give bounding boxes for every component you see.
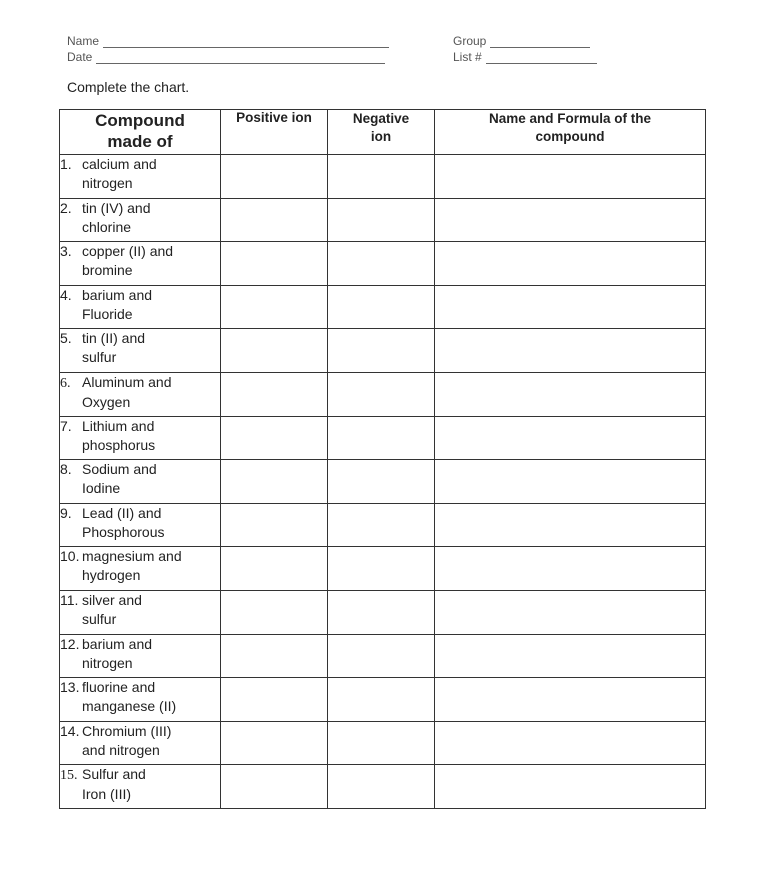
compound-cell bbox=[60, 372, 221, 416]
name-formula-cell[interactable] bbox=[435, 460, 706, 504]
item-text-line2: Phosphorous bbox=[82, 523, 165, 540]
group-field[interactable] bbox=[453, 34, 590, 48]
compound-cell bbox=[60, 155, 221, 199]
table-row bbox=[60, 765, 706, 809]
compound-cell bbox=[60, 242, 221, 286]
name-formula-cell[interactable] bbox=[435, 590, 706, 634]
negative-ion-cell[interactable] bbox=[328, 285, 435, 329]
column-header-compound bbox=[60, 110, 221, 155]
item-text-line1: tin (II) and bbox=[82, 330, 146, 347]
item-number: 13. bbox=[60, 679, 80, 696]
positive-ion-cell[interactable] bbox=[221, 634, 328, 678]
table-row bbox=[60, 721, 706, 765]
item-text-line2: manganese (II) bbox=[82, 698, 177, 715]
item-number: 14. bbox=[60, 722, 80, 739]
compound-cell bbox=[60, 460, 221, 504]
column-header-line: Name and Formula of the bbox=[488, 111, 652, 126]
table-row bbox=[60, 329, 706, 373]
compound-cell bbox=[60, 503, 221, 547]
item-text-line1: barium and bbox=[82, 286, 153, 303]
positive-ion-cell[interactable] bbox=[221, 416, 328, 460]
item-text-line2: phosphorus bbox=[82, 436, 156, 453]
table-row bbox=[60, 634, 706, 678]
instructions: Complete the chart. bbox=[67, 79, 190, 95]
compound-cell bbox=[60, 634, 221, 678]
name-field[interactable] bbox=[67, 34, 389, 48]
name-formula-cell[interactable] bbox=[435, 416, 706, 460]
list-label: List # bbox=[453, 50, 482, 64]
compound-cell bbox=[60, 547, 221, 591]
negative-ion-cell[interactable] bbox=[328, 678, 435, 722]
item-number: 3. bbox=[60, 243, 72, 260]
table-row bbox=[60, 503, 706, 547]
negative-ion-cell[interactable] bbox=[328, 416, 435, 460]
item-text-line2: Iron (III) bbox=[82, 786, 132, 803]
positive-ion-cell[interactable] bbox=[221, 503, 328, 547]
positive-ion-cell[interactable] bbox=[221, 285, 328, 329]
table-row bbox=[60, 416, 706, 460]
item-text-line1: copper (II) and bbox=[82, 243, 174, 260]
column-header-line: ion bbox=[370, 129, 392, 144]
table-row bbox=[60, 678, 706, 722]
compound-chart bbox=[59, 109, 706, 809]
positive-ion-cell[interactable] bbox=[221, 460, 328, 504]
negative-ion-cell[interactable] bbox=[328, 329, 435, 373]
item-number: 5. bbox=[60, 330, 72, 347]
item-number: 10. bbox=[60, 548, 80, 565]
item-text-line1: Aluminum and bbox=[82, 373, 172, 390]
table-row bbox=[60, 547, 706, 591]
name-formula-cell[interactable] bbox=[435, 155, 706, 199]
compound-cell bbox=[60, 416, 221, 460]
column-header-line: Compound bbox=[95, 111, 185, 130]
negative-ion-cell[interactable] bbox=[328, 634, 435, 678]
item-number: 15. bbox=[60, 768, 78, 784]
name-label: Name bbox=[67, 34, 100, 48]
table-row bbox=[60, 285, 706, 329]
item-text-line1: fluorine and bbox=[82, 679, 156, 696]
item-number: 6. bbox=[60, 375, 71, 391]
name-formula-cell[interactable] bbox=[435, 721, 706, 765]
item-text-line2: sulfur bbox=[82, 349, 117, 366]
negative-ion-cell[interactable] bbox=[328, 242, 435, 286]
table-row bbox=[60, 198, 706, 242]
name-line[interactable] bbox=[103, 37, 389, 48]
list-field[interactable] bbox=[453, 50, 597, 64]
item-number: 8. bbox=[60, 461, 72, 478]
positive-ion-cell[interactable] bbox=[221, 198, 328, 242]
item-text-line1: tin (IV) and bbox=[82, 199, 151, 216]
item-text-line1: calcium and bbox=[82, 156, 157, 172]
name-formula-cell[interactable] bbox=[435, 547, 706, 591]
positive-ion-cell[interactable] bbox=[221, 242, 328, 286]
item-text-line2: and nitrogen bbox=[82, 741, 160, 758]
compound-cell bbox=[60, 590, 221, 634]
negative-ion-cell[interactable] bbox=[328, 547, 435, 591]
positive-ion-cell[interactable] bbox=[221, 329, 328, 373]
compound-cell bbox=[60, 721, 221, 765]
positive-ion-cell[interactable] bbox=[221, 372, 328, 416]
name-formula-cell[interactable] bbox=[435, 503, 706, 547]
positive-ion-cell[interactable] bbox=[221, 678, 328, 722]
item-number: 12. bbox=[60, 635, 80, 652]
item-number: 1. bbox=[60, 156, 72, 172]
item-text-line1: barium and bbox=[82, 635, 153, 652]
item-text-line2: Oxygen bbox=[82, 393, 131, 410]
item-text-line2: hydrogen bbox=[82, 567, 141, 584]
name-formula-cell[interactable] bbox=[435, 678, 706, 722]
compound-cell bbox=[60, 285, 221, 329]
item-number: 11. bbox=[60, 591, 79, 608]
compound-cell bbox=[60, 329, 221, 373]
item-number: 9. bbox=[60, 504, 72, 521]
negative-ion-cell[interactable] bbox=[328, 155, 435, 199]
table-row bbox=[60, 372, 706, 416]
date-line[interactable] bbox=[96, 53, 385, 64]
item-number: 2. bbox=[60, 199, 72, 216]
list-line[interactable] bbox=[486, 53, 597, 64]
date-field[interactable] bbox=[67, 50, 385, 64]
item-text-line2: sulfur bbox=[82, 610, 117, 627]
item-text-line2: bromine bbox=[82, 262, 133, 279]
positive-ion-cell[interactable] bbox=[221, 547, 328, 591]
item-text-line2: Iodine bbox=[82, 480, 121, 497]
item-text-line2: nitrogen bbox=[82, 654, 133, 671]
table-row bbox=[60, 242, 706, 286]
negative-ion-cell[interactable] bbox=[328, 590, 435, 634]
column-header-name-formula bbox=[435, 110, 706, 155]
column-header-line: Positive ion bbox=[236, 110, 312, 125]
column-header-positive-ion bbox=[221, 110, 328, 155]
item-text-line1: Lead (II) and bbox=[82, 504, 162, 521]
item-text-line1: Chromium (III) bbox=[82, 722, 172, 739]
item-number: 4. bbox=[60, 286, 72, 303]
item-text-line1: Sulfur and bbox=[82, 766, 146, 783]
name-formula-cell[interactable] bbox=[435, 285, 706, 329]
item-number: 7. bbox=[60, 417, 72, 434]
group-line[interactable] bbox=[490, 37, 590, 48]
table-row bbox=[60, 155, 706, 199]
positive-ion-cell[interactable] bbox=[221, 721, 328, 765]
negative-ion-cell[interactable] bbox=[328, 372, 435, 416]
column-header-line: Negative bbox=[352, 111, 410, 126]
positive-ion-cell[interactable] bbox=[221, 155, 328, 199]
item-text-line2: Fluoride bbox=[82, 305, 133, 322]
compound-cell bbox=[60, 678, 221, 722]
name-formula-cell[interactable] bbox=[435, 765, 706, 809]
item-text-line1: magnesium and bbox=[82, 548, 182, 565]
positive-ion-cell[interactable] bbox=[221, 765, 328, 809]
date-label: Date bbox=[67, 50, 93, 64]
negative-ion-cell[interactable] bbox=[328, 721, 435, 765]
negative-ion-cell[interactable] bbox=[328, 503, 435, 547]
negative-ion-cell[interactable] bbox=[328, 460, 435, 504]
item-text-line2: chlorine bbox=[82, 218, 132, 235]
column-header-negative-ion bbox=[328, 110, 435, 155]
negative-ion-cell[interactable] bbox=[328, 198, 435, 242]
table-row bbox=[60, 460, 706, 504]
name-formula-cell[interactable] bbox=[435, 242, 706, 286]
item-text-line1: Sodium and bbox=[82, 461, 157, 478]
name-formula-cell[interactable] bbox=[435, 329, 706, 373]
compound-cell bbox=[60, 198, 221, 242]
item-text-line2: nitrogen bbox=[82, 175, 133, 191]
negative-ion-cell[interactable] bbox=[328, 765, 435, 809]
column-header-line: made of bbox=[107, 132, 173, 151]
item-text-line1: silver and bbox=[82, 591, 142, 608]
table-row bbox=[60, 590, 706, 634]
name-formula-cell[interactable] bbox=[435, 198, 706, 242]
compound-cell bbox=[60, 765, 221, 809]
name-formula-cell[interactable] bbox=[435, 372, 706, 416]
column-header-line: compound bbox=[535, 129, 605, 144]
item-text-line1: Lithium and bbox=[82, 417, 155, 434]
positive-ion-cell[interactable] bbox=[221, 590, 328, 634]
group-label: Group bbox=[453, 34, 487, 48]
header-row bbox=[60, 110, 706, 155]
name-formula-cell[interactable] bbox=[435, 634, 706, 678]
